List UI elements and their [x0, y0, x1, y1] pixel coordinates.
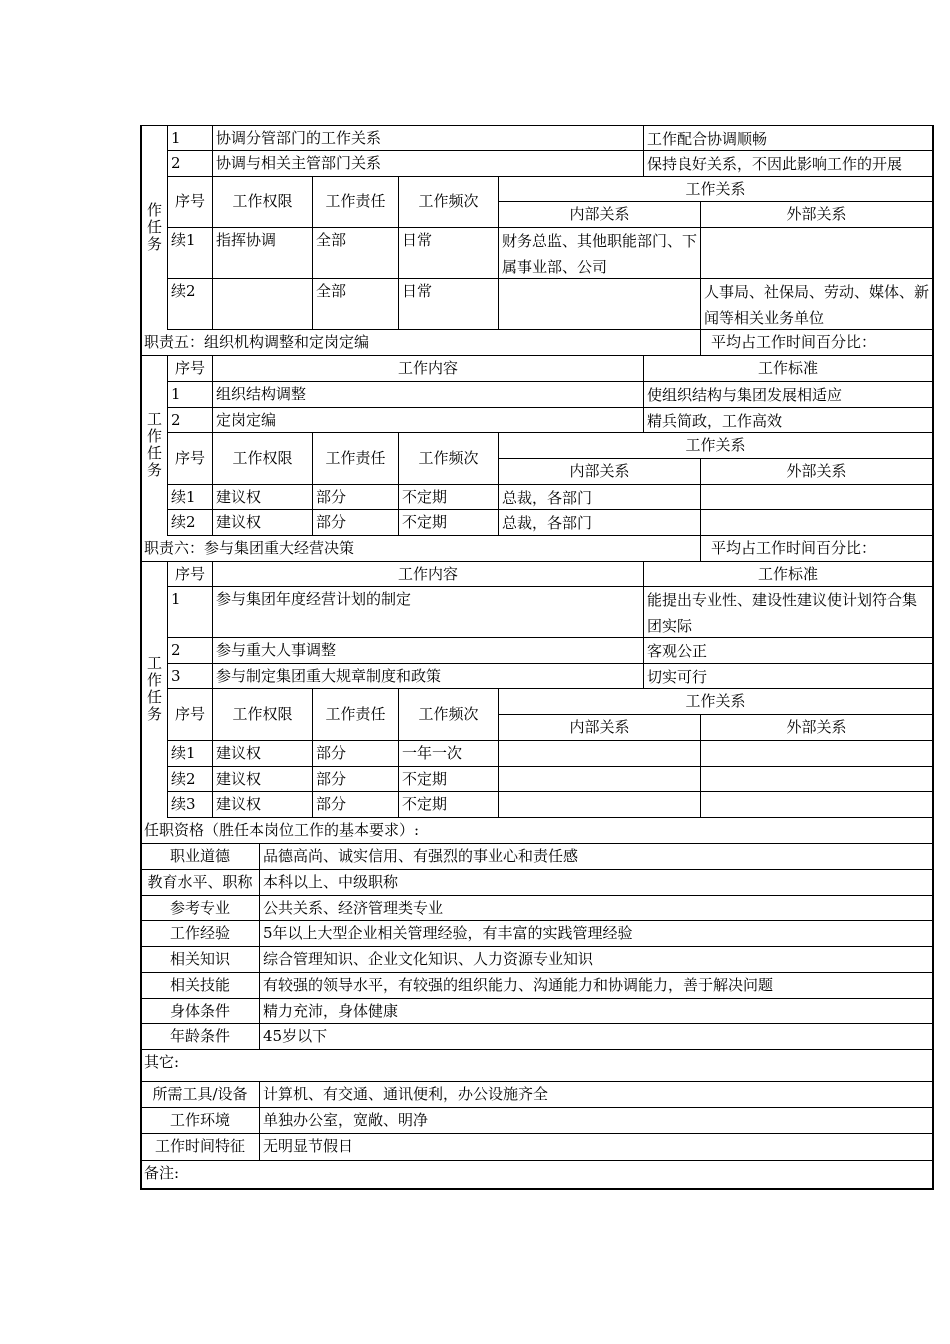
item-standard: 精兵简政，工作高效 — [647, 412, 783, 430]
rel-frequency: 不定期 — [402, 795, 448, 813]
qualification-value: 综合管理知识、企业文化知识、人力资源专业知识 — [263, 950, 594, 968]
time-percent-label: 平均占工作时间百分比： — [711, 333, 877, 351]
item-standard: 使组织结构与集团发展相适应 — [647, 386, 843, 404]
rel-no: 续1 — [171, 744, 196, 762]
col-header-frequency: 工作频次 — [418, 705, 479, 723]
item-content: 协调与相关主管部门关系 — [216, 154, 382, 172]
col-header-seq: 序号 — [174, 705, 205, 723]
rel-external — [701, 792, 932, 817]
col-header-seq: 序号 — [174, 192, 205, 210]
rel-authority — [213, 279, 312, 329]
rel-frequency: 不定期 — [402, 513, 448, 531]
qualification-label: 相关知识 — [169, 950, 230, 968]
rel-internal — [499, 767, 700, 791]
col-header-responsibility: 工作责任 — [325, 192, 386, 210]
col-header-internal: 内部关系 — [569, 205, 630, 223]
rel-responsibility: 部分 — [316, 770, 347, 788]
other-value: 无明显节假日 — [263, 1137, 354, 1155]
rel-internal: 财务总监、其他职能部门、下属事业部、公司 — [502, 232, 698, 276]
qualification-value: 有较强的领导水平，有较强的组织能力、沟通能力和协调能力，善于解决问题 — [263, 976, 774, 994]
qualification-label: 教育水平、职称 — [147, 873, 253, 891]
time-percent-label: 平均占工作时间百分比： — [711, 539, 877, 557]
col-header-content: 工作内容 — [397, 565, 458, 583]
qualification-label: 相关技能 — [169, 976, 230, 994]
col-header-relations: 工作关系 — [685, 692, 746, 710]
rel-no: 续1 — [171, 488, 196, 506]
qualification-label: 身体条件 — [169, 1002, 230, 1020]
qualification-label: 参考专业 — [169, 899, 230, 917]
rel-external — [701, 767, 932, 791]
other-label: 工作时间特征 — [154, 1137, 245, 1155]
rel-external — [701, 510, 932, 535]
table-rule — [167, 355, 168, 536]
col-header-internal: 内部关系 — [569, 718, 630, 736]
qualification-label: 年龄条件 — [169, 1027, 230, 1045]
rel-authority: 建议权 — [216, 488, 262, 506]
other-label: 所需工具/设备 — [152, 1085, 248, 1103]
item-standard: 能提出专业性、建设性建议使计划符合集团实际 — [647, 591, 918, 635]
item-content: 参与重大人事调整 — [216, 641, 337, 659]
item-content: 组织结构调整 — [216, 385, 307, 403]
item-content: 参与制定集团重大规章制度和政策 — [216, 667, 442, 685]
table-rule — [167, 125, 168, 330]
task-vertical-label: 工作任务 — [147, 410, 163, 479]
item-no: 1 — [171, 590, 181, 608]
table-rule — [140, 125, 142, 1190]
rel-no: 续2 — [171, 513, 196, 531]
col-header-external: 外部关系 — [786, 205, 847, 223]
qualification-label: 职业道德 — [169, 847, 230, 865]
col-header-responsibility: 工作责任 — [325, 705, 386, 723]
item-content: 定岗定编 — [216, 411, 277, 429]
rel-external: 人事局、社保局、劳动、媒体、新闻等相关业务单位 — [704, 283, 930, 327]
item-content: 参与集团年度经营计划的制定 — [216, 590, 412, 608]
other-value: 单独办公室，宽敞、明净 — [263, 1111, 429, 1129]
table-rule — [932, 125, 934, 1190]
col-header-relations: 工作关系 — [685, 180, 746, 198]
qualification-value: 本科以上、中级职称 — [263, 873, 399, 891]
qualification-value: 公共关系、经济管理类专业 — [263, 899, 444, 917]
col-header-external: 外部关系 — [786, 718, 847, 736]
rel-frequency: 一年一次 — [402, 744, 463, 762]
rel-responsibility: 全部 — [316, 231, 347, 249]
rel-internal — [499, 792, 700, 817]
item-standard: 客观公正 — [647, 642, 708, 660]
rel-responsibility: 全部 — [316, 282, 347, 300]
rel-frequency: 不定期 — [402, 488, 448, 506]
rel-internal — [499, 741, 700, 766]
duty-title: 职责六：参与集团重大经营决策 — [144, 539, 355, 557]
item-no: 1 — [171, 385, 181, 403]
col-header-authority: 工作权限 — [232, 705, 293, 723]
item-standard: 保持良好关系，不因此影响工作的开展 — [647, 155, 903, 173]
rel-authority: 建议权 — [216, 795, 262, 813]
rel-no: 续2 — [171, 282, 196, 300]
qualifications-title: 任职资格（胜任本岗位工作的基本要求）: — [144, 821, 420, 839]
qualification-value: 45岁以下 — [263, 1027, 328, 1045]
table-rule — [140, 1188, 934, 1190]
rel-authority: 建议权 — [216, 513, 262, 531]
rel-responsibility: 部分 — [316, 795, 347, 813]
rel-no: 续2 — [171, 770, 196, 788]
item-no: 2 — [171, 411, 181, 429]
other-value: 计算机、有交通、通讯便利，办公设施齐全 — [263, 1085, 549, 1103]
item-standard: 工作配合协调顺畅 — [647, 130, 768, 148]
col-header-internal: 内部关系 — [569, 462, 630, 480]
col-header-content: 工作内容 — [397, 359, 458, 377]
item-no: 2 — [171, 154, 181, 172]
other-label: 工作环境 — [169, 1111, 230, 1129]
rel-frequency: 日常 — [402, 231, 433, 249]
col-header-authority: 工作权限 — [232, 449, 293, 467]
item-no: 1 — [171, 129, 181, 147]
qualification-value: 5年以上大型企业相关管理经验，有丰富的实践管理经验 — [263, 924, 633, 942]
rel-authority: 建议权 — [216, 770, 262, 788]
rel-external — [701, 228, 932, 278]
qualification-value: 精力充沛，身体健康 — [263, 1002, 399, 1020]
col-header-responsibility: 工作责任 — [325, 449, 386, 467]
rel-responsibility: 部分 — [316, 488, 347, 506]
table-rule — [167, 561, 168, 818]
rel-authority: 指挥协调 — [216, 231, 277, 249]
rel-internal: 总裁，各部门 — [502, 514, 593, 532]
item-no: 2 — [171, 641, 181, 659]
task-vertical-label: 工作任务 — [147, 654, 163, 723]
rel-responsibility: 部分 — [316, 513, 347, 531]
other-title: 其它: — [144, 1053, 180, 1071]
rel-no: 续1 — [171, 231, 196, 249]
item-content: 协调分管部门的工作关系 — [216, 129, 382, 147]
col-header-standard: 工作标准 — [757, 565, 818, 583]
qualification-value: 品德高尚、诚实信用、有强烈的事业心和责任感 — [263, 847, 579, 865]
col-header-relations: 工作关系 — [685, 436, 746, 454]
rel-external — [701, 741, 932, 766]
col-header-standard: 工作标准 — [757, 359, 818, 377]
rel-internal: 总裁，各部门 — [502, 489, 593, 507]
col-header-seq: 序号 — [174, 565, 205, 583]
col-header-seq: 序号 — [174, 449, 205, 467]
rel-internal — [499, 279, 700, 329]
rel-authority: 建议权 — [216, 744, 262, 762]
rel-frequency: 日常 — [402, 282, 433, 300]
rel-external — [701, 485, 932, 509]
col-header-frequency: 工作频次 — [418, 192, 479, 210]
qualification-label: 工作经验 — [169, 924, 230, 942]
col-header-authority: 工作权限 — [232, 192, 293, 210]
item-standard: 切实可行 — [647, 668, 708, 686]
rel-no: 续3 — [171, 795, 196, 813]
col-header-seq: 序号 — [174, 359, 205, 377]
item-no: 3 — [171, 667, 181, 685]
col-header-frequency: 工作频次 — [418, 449, 479, 467]
rel-responsibility: 部分 — [316, 744, 347, 762]
task-vertical-label: 作任务 — [147, 201, 163, 253]
rel-frequency: 不定期 — [402, 770, 448, 788]
duty-title: 职责五：组织机构调整和定岗定编 — [144, 333, 370, 351]
remarks-title: 备注: — [144, 1164, 180, 1182]
col-header-external: 外部关系 — [786, 462, 847, 480]
